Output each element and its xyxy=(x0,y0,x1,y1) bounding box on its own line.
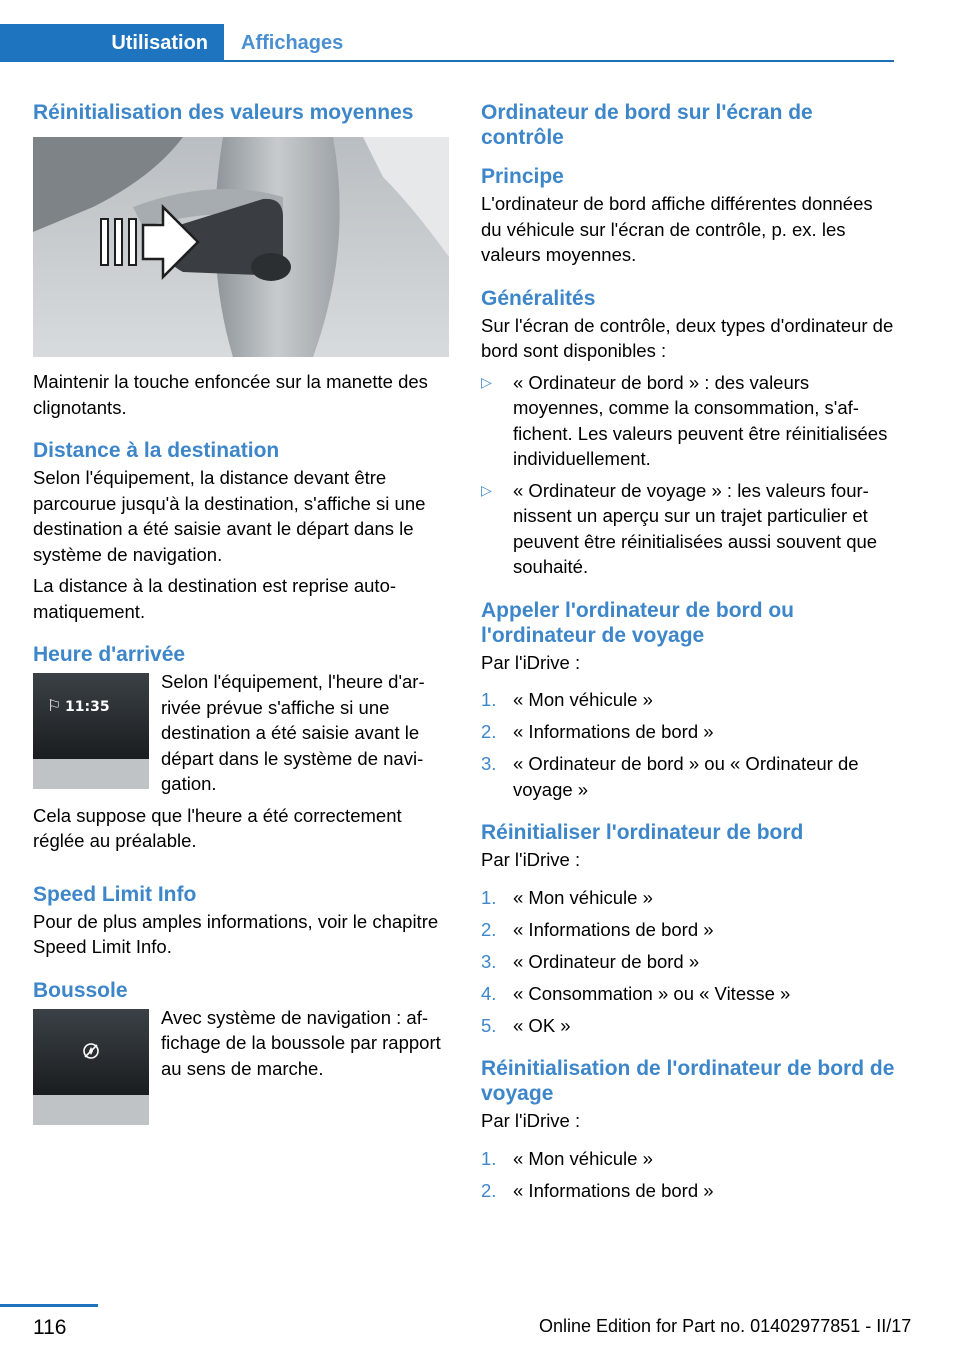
page-number: 116 xyxy=(33,1316,67,1339)
call-steps xyxy=(481,687,897,802)
list-item: 3. « Ordinateur de bord » ou « Ordinateur de voyage » xyxy=(481,753,859,800)
principle-heading: Principe xyxy=(481,165,564,188)
chapter-tab-bar xyxy=(0,24,894,62)
list-item: 4. « Consommation » ou « Vitesse » xyxy=(481,982,791,1004)
arrival-text: Selon l'équipement, l'heure d'arrivée prévue s'affiche si une destination a été saisie avant le départ dans le système de navigation. xyxy=(161,671,425,794)
list-item: 1. « Mon véhicule » xyxy=(481,689,653,710)
compass-section xyxy=(33,1005,449,1125)
general-heading: Généralités xyxy=(481,286,596,310)
distance-text-2: La distance à la destination est reprise automatiquement. xyxy=(33,575,397,622)
arrival-section xyxy=(33,669,449,803)
triangle-bullet-icon: ▷ xyxy=(481,373,492,390)
reset-averages-heading: Réinitialisation des valeurs moyennes xyxy=(33,101,414,124)
destination-flag-icon: ⚐ xyxy=(47,698,62,715)
list-item: 2. « Informations de bord » xyxy=(481,721,714,742)
list-item: 1. « Mon véhicule » xyxy=(481,1147,653,1169)
reset-trip-steps xyxy=(481,1146,897,1204)
list-item: ▷ « Ordinateur de bord » : des valeurs moyennes, comme la consommation, s'affichent. Les valeurs peuvent être réinitialisées individuellement. xyxy=(481,371,888,469)
photo-caption: Maintenir la touche enfoncée sur la manette des clignotants. xyxy=(33,371,428,418)
page-number-bar xyxy=(0,1304,98,1307)
compass-display xyxy=(33,1009,149,1125)
list-item: 3. « Ordinateur de bord » xyxy=(481,950,700,972)
list-item: 5. « OK » xyxy=(481,1014,571,1036)
compass-icon xyxy=(81,1041,101,1061)
reset-steps xyxy=(481,885,897,1039)
distance-heading: Distance à la destination xyxy=(33,439,280,462)
reset-trip-computer-heading: Réinitialisation de l'ordinateur de bord de voyage xyxy=(481,1057,895,1105)
call-intro: Par l'iDrive : xyxy=(481,651,581,673)
speed-limit-text: Pour de plus amples informations, voir le chapitre Speed Limit Info. xyxy=(33,910,439,957)
right-column xyxy=(481,100,897,1210)
reset-computer-heading: Réinitialiser l'ordinateur de bord xyxy=(481,821,804,844)
arrival-time-value: 11:35 xyxy=(65,699,110,715)
lever-illustration xyxy=(33,137,449,357)
list-item: ▷ « Ordinateur de voyage » : les valeurs fournissent un aperçu sur un trajet particulier et peuvent être réinitialisées aussi souvent que souhaité. xyxy=(481,479,878,577)
triangle-bullet-icon: ▷ xyxy=(481,481,492,498)
arrival-heading: Heure d'arrivée xyxy=(33,643,186,666)
left-column xyxy=(33,100,449,1125)
tab-affichages[interactable]: Affichages xyxy=(241,32,344,54)
onboard-computer-heading: Ordinateur de bord sur l'écran de contrôle xyxy=(481,101,813,149)
distance-text-1: Selon l'équipement, la distance devant être parcourue jusqu'à la destination, s'affiche si une destination a été saisie avant le départ dans le système de navigation. xyxy=(33,467,426,565)
computer-types-list xyxy=(481,370,897,580)
compass-heading: Boussole xyxy=(33,978,128,1002)
edition-footer: Online Edition for Part no. 01402977851 - II/17 xyxy=(539,1316,912,1336)
compass-text: Avec système de navigation : affichage de la boussole par rapport au sens de marche. xyxy=(161,1006,441,1079)
arrival-time-display xyxy=(33,673,149,789)
tab-utilisation[interactable]: Utilisation xyxy=(0,24,224,62)
general-text: Sur l'écran de contrôle, deux types d'ordinateur de bord sont disponibles : xyxy=(481,314,894,361)
reset-trip-intro: Par l'iDrive : xyxy=(481,1110,581,1131)
speed-limit-heading: Speed Limit Info xyxy=(33,882,197,906)
list-item: 2. « Informations de bord » xyxy=(481,918,714,940)
list-item: 1. « Mon véhicule » xyxy=(481,886,653,908)
turn-signal-lever-photo xyxy=(33,137,449,357)
principle-text: L'ordinateur de bord affiche différentes données du véhicule sur l'écran de contrôle, p. ex. les valeurs moyennes. xyxy=(481,193,873,265)
list-item: 2. « Informations de bord » xyxy=(481,1179,714,1201)
arrival-text-2: Cela suppose que l'heure a été correctement réglée au préalable. xyxy=(33,804,402,851)
reset-intro: Par l'iDrive : xyxy=(481,849,581,870)
call-computer-heading: Appeler l'ordinateur de bord ou l'ordinateur de voyage xyxy=(481,598,795,647)
